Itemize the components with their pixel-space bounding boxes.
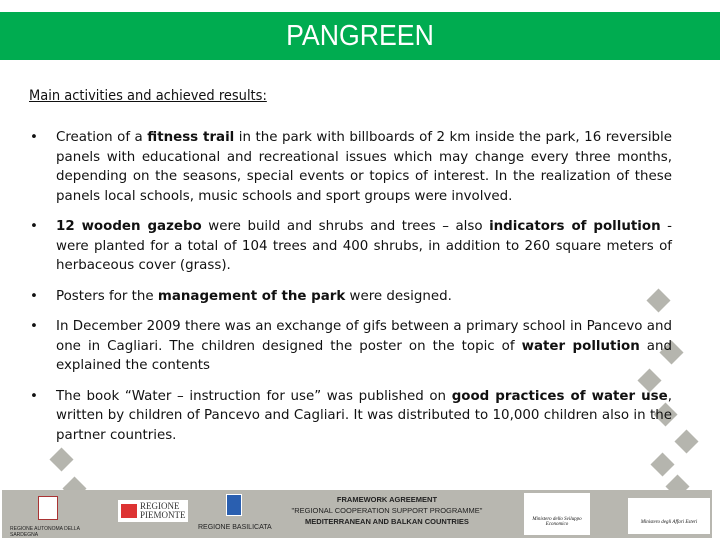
bold-text: management of the park	[157, 288, 346, 304]
bold-text: good practices of water use	[451, 388, 668, 404]
decorative-diamond	[650, 452, 674, 476]
item-text: were build and shrubs and trees – also	[201, 219, 490, 234]
item-text: in the park with billboards of 2 km inside the park, 16 reversible panels with educational and recreational issues which may change every three months, depending on the seasons, special events or topics of interest. In the realization of these panels local schools, music schools and sport groups were involved.	[56, 130, 672, 204]
sardegna-logo: REGIONE AUTONOMA DELLA SARDEGNA	[10, 496, 90, 538]
bullet-list	[30, 128, 672, 456]
bold-text: water pollution	[521, 338, 640, 354]
piemonte-logo: REGIONE PIEMONTE	[118, 500, 188, 522]
bullet-icon: •	[30, 288, 38, 304]
list-item	[30, 128, 672, 206]
item-text: In December 2009 there was an exchange of gifs between a primary school in Pancevo and one in Cagliari. The children designed the poster on the topic of	[56, 319, 672, 354]
item-text: Creation of a	[56, 130, 148, 145]
list-item	[30, 317, 672, 376]
bullet-icon: •	[30, 388, 38, 404]
list-item	[30, 387, 672, 446]
page-title: PANGREEN	[286, 20, 434, 52]
framework-agreement: FRAMEWORK AGREEMENT "REGIONAL COOPERATION SUPPORT PROGRAMME" MEDITERRANEAN AND BALKAN COUNTRIES	[291, 495, 483, 526]
title-bar	[0, 12, 720, 60]
item-text: and explained the contents	[56, 338, 672, 373]
footer-logos	[2, 490, 712, 538]
crest-icon	[38, 496, 58, 520]
shield-icon	[226, 494, 242, 516]
basilicata-logo: REGIONE BASILICATA	[198, 494, 278, 531]
list-item	[30, 287, 672, 307]
bullet-icon: •	[30, 219, 38, 234]
ministry-sviluppo-logo: Ministero dello Sviluppo Economico	[524, 493, 590, 535]
bold-text: indicators of pollution	[489, 219, 661, 234]
item-text: Posters for the	[56, 288, 158, 304]
bold-text: 12 wooden gazebo	[56, 219, 202, 234]
decorative-diamond	[674, 429, 698, 453]
flag-icon	[121, 504, 137, 518]
item-text: - were planted for a total of 104 trees and 400 shrubs, in addition to 260 square meters of herbaceous cover (grass).	[56, 219, 672, 273]
section-heading: Main activities and achieved results:	[29, 88, 267, 104]
item-text: , written by children of Pancevo and Cagliari. It was distributed to 10,000 children also in the partner countries.	[56, 388, 672, 443]
bullet-icon: •	[30, 130, 38, 145]
item-text: were designed.	[345, 288, 452, 304]
bold-text: fitness trail	[147, 130, 235, 145]
bullet-icon: •	[30, 319, 38, 334]
ministry-esteri-logo: Ministero degli Affari Esteri	[628, 498, 710, 534]
item-text: The book “Water – instruction for use” was published on	[56, 388, 452, 404]
list-item	[30, 217, 672, 276]
